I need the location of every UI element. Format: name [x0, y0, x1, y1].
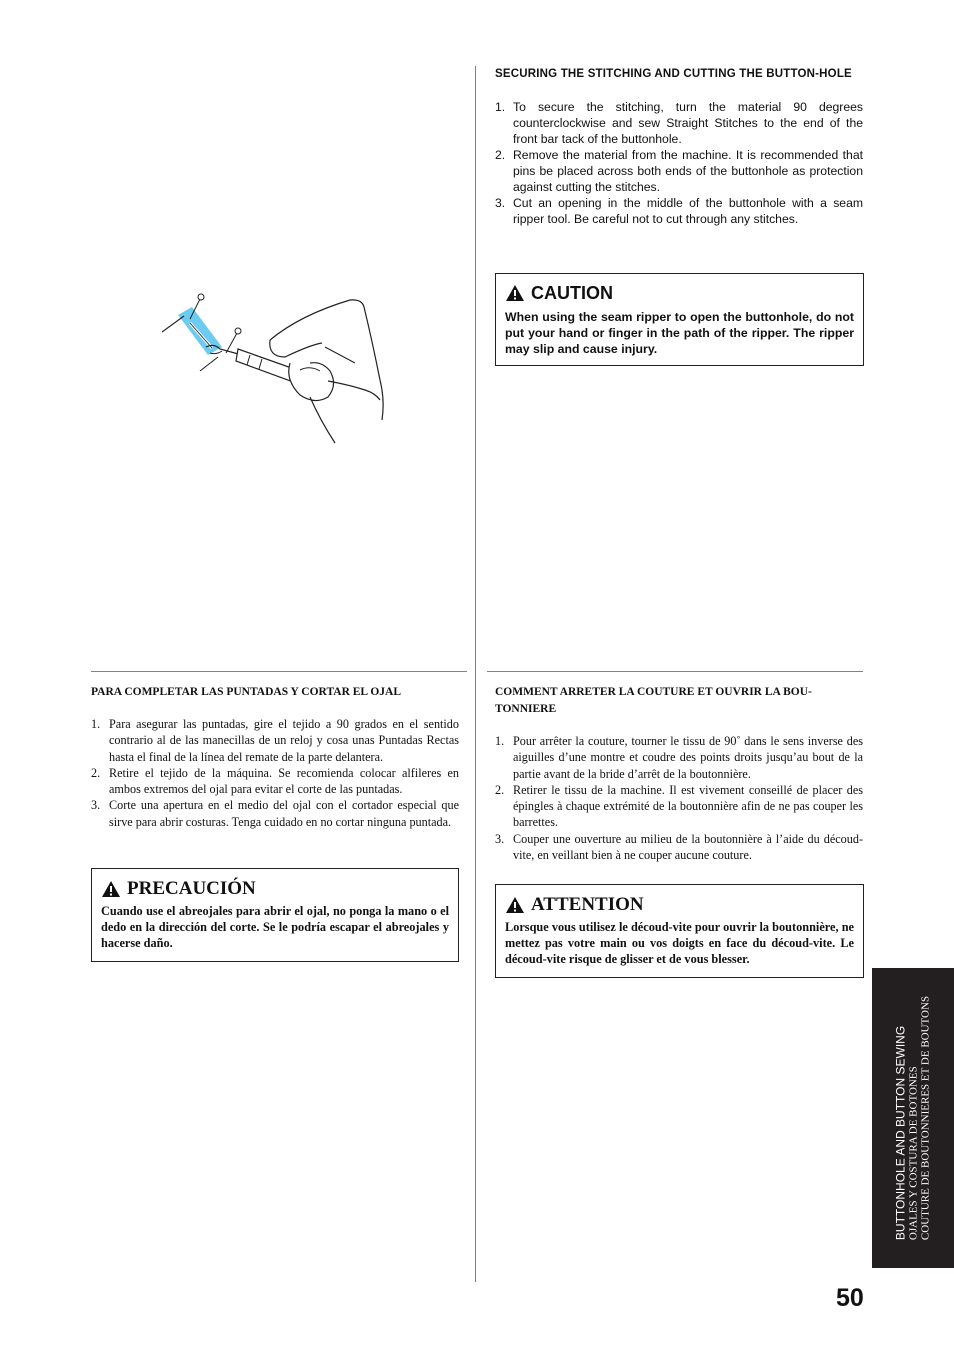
column-divider: [475, 66, 476, 1282]
french-steps: [495, 733, 863, 863]
page-number: 50: [836, 1284, 864, 1312]
list-item: 2. Remove the material from the machine. It is recommended that pins be placed across both ends of the buttonhole as protection against cutting the stitches.: [495, 148, 863, 194]
english-heading: SECURING THE STITCHING AND CUTTING THE BUTTON-HOLE: [495, 68, 852, 80]
precaucion-box: [91, 868, 459, 962]
side-tab-english: BUTTONHOLE AND BUTTON SEWING: [893, 1025, 908, 1241]
pin-icon: [198, 294, 204, 300]
caution-box: [495, 273, 864, 366]
attention-box: [495, 884, 864, 978]
french-heading: COMMENT ARRETER LA COUTURE ET OUVRIR LA BOU-TONNIERE: [495, 686, 812, 715]
list-item: 2. Retirer le tissu de la machine. Il est vivement conseillé de placer des épingles à chaque extrémité de la boutonnière afin de ne pas couper les barrettes.: [495, 782, 863, 830]
seam-ripper-illustration: [150, 285, 390, 450]
list-item: 3. Couper une ouverture au milieu de la boutonnière à l’aide du découd-vite, en veillant bien à ne couper aucune couture.: [495, 831, 863, 863]
list-item: 2. Retire el tejido de la máquina. Se recomienda colocar alfileres en ambos extremos del ojal para evitar el corte de las puntadas.: [91, 765, 459, 797]
side-tab-text: [894, 996, 932, 1240]
warning-icon: [505, 284, 525, 302]
side-tab-french: COUTURE DE BOUTONNIERES ET DE BOUTONS: [919, 995, 932, 1241]
precaucion-text: Cuando use el abreojales para abrir el ojal, no ponga la mano o el dedo en la dirección del corte. Se le podría escapar el abreojales y hacerse daño.: [101, 904, 449, 950]
list-item: 3. Corte una apertura en el medio del ojal con el cortador especial que sirve para abrir costuras. Tenga cuidado en no cortar ninguna puntada.: [91, 798, 459, 829]
list-item: 1. Para asegurar las puntadas, gire el tejido a 90 grados en el sentido contrario al de las manecillas de un reloj y cosa unas Puntadas Rectas hasta el final de la línea del remate de la parte delantera.: [91, 717, 459, 764]
caution-title: CAUTION: [505, 282, 854, 304]
english-section: [495, 66, 863, 227]
list-item: 1. To secure the stitching, turn the material 90 degrees counterclockwise and sew Straight Stitches to the end of the front bar tack of the buttonhole.: [495, 100, 863, 146]
chapter-side-tab: [872, 968, 954, 1268]
spanish-section: [91, 684, 459, 830]
spanish-heading: PARA COMPLETAR LAS PUNTADAS Y CORTAR EL OJAL: [91, 686, 402, 698]
section-rule-left: [91, 671, 467, 672]
attention-text: Lorsque vous utilisez le découd-vite pour ouvrir la boutonnière, ne mettez pas votre main ou vos doigts en face du découd-vite. Le découd-vite risque de glisser et de vous blesser.: [505, 920, 854, 966]
list-item: 3. Cut an opening in the middle of the buttonhole with a seam ripper tool. Be careful not to cut through any stitches.: [495, 196, 863, 226]
side-tab-spanish: OJALES Y COSTURA DE BOTONES: [906, 1066, 919, 1241]
section-rule-right: [487, 671, 863, 672]
list-item: 1. Pour arrêter la couture, tourner le tissu de 90˚ dans le sens inverse des aiguilles d’une montre et coudre des points droits jusqu’au bout de la partie avant de la bride d’arrêt de la boutonnière.: [495, 734, 863, 781]
warning-icon: [101, 880, 121, 898]
hand-outline: [270, 300, 383, 420]
attention-title: ATTENTION: [505, 893, 854, 916]
precaucion-title: PRECAUCIÓN: [101, 877, 449, 900]
warning-icon: [505, 896, 525, 914]
fabric-strip: [178, 307, 222, 355]
english-steps: [495, 99, 863, 227]
french-section: [495, 684, 863, 863]
spanish-steps: [91, 716, 459, 830]
caution-text: When using the seam ripper to open the buttonhole, do not put your hand or finger in the path of the ripper. The ripper may slip and cause injury.: [505, 310, 854, 356]
